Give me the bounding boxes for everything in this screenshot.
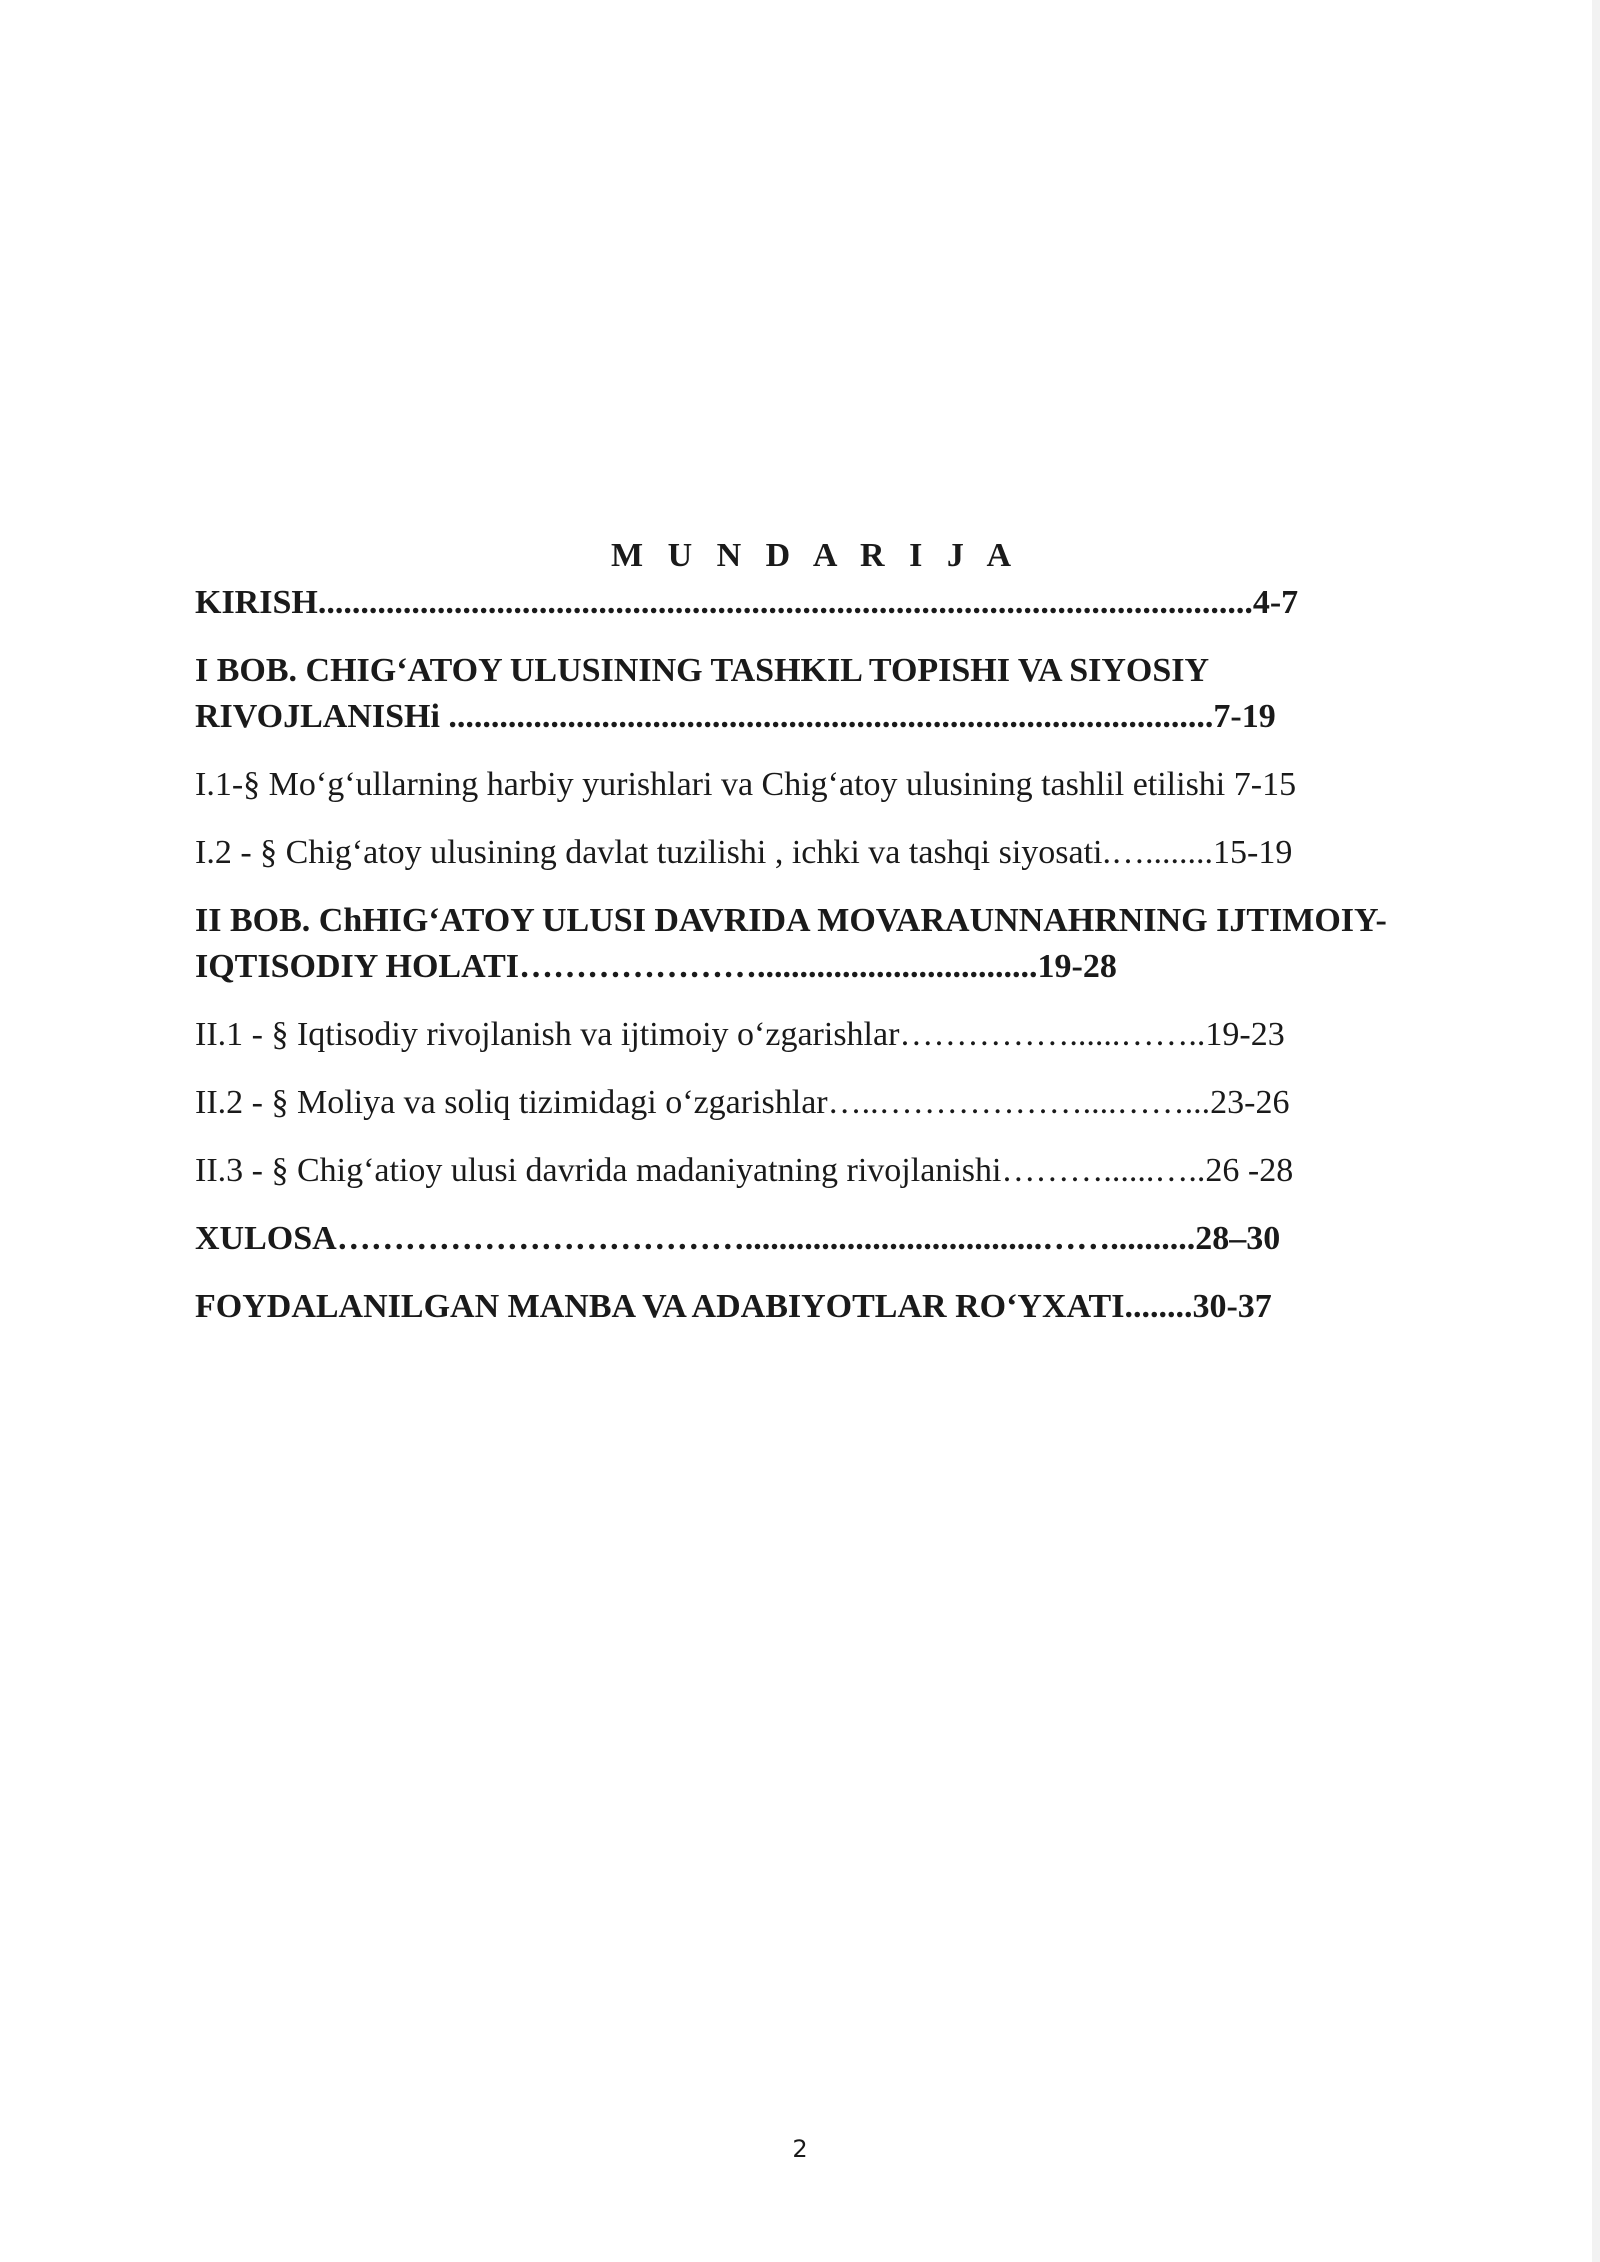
toc-entry-section-2-2[interactable]: II.2 - § Moliya va soliq tizimidagi o‘zgarishlar…..………………....……...23-26 <box>195 1084 1290 1121</box>
toc-entry-xulosa[interactable]: XULOSA………………………………...................................……..........28–30 <box>195 1220 1281 1257</box>
toc-entry-section-2-3[interactable]: II.3 - § Chig‘atioy ulusi davrida madaniyatning rivojlanishi………......…..26 -28 <box>195 1152 1294 1189</box>
table-of-contents <box>195 532 1405 1330</box>
toc-entry-section-1-1[interactable]: I.1-§ Mo‘g‘ullarning harbiy yurishlari va Chig‘atoy ulusining tashlil etilishi 7-15 <box>195 766 1297 803</box>
toc-entry-kirish[interactable]: KIRISH..............................................................................................................4-7 <box>195 584 1299 621</box>
toc-entry-section-2-1[interactable]: II.1 - § Iqtisodiy rivojlanish va ijtimoiy o‘zgarishlar……………......……..19-23 <box>195 1016 1285 1053</box>
toc-title: M U N D A R I J A <box>610 537 1020 574</box>
page-number: 2 <box>792 2135 808 2163</box>
toc-entry-bibliography[interactable]: FOYDALANILGAN MANBA VA ADABIYOTLAR RO‘YXATI........30-37 <box>195 1288 1272 1325</box>
toc-entry-chapter-2[interactable]: II BOB. ChHIG‘ATOY ULUSI DAVRIDA MOVARAUNNAHRNING IJTIMOIY-IQTISODIY HOLATI………………….................................19-28 <box>195 902 1387 985</box>
toc-entry-chapter-1[interactable]: I BOB. CHIG‘ATOY ULUSINING TASHKIL TOPISHI VA SIYOSIY RIVOJLANISHi ..........................................................................................7-19 <box>195 652 1276 735</box>
page-edge <box>1592 0 1600 2262</box>
toc-entry-section-1-2[interactable]: I.2 - § Chig‘atoy ulusining davlat tuzilishi , ichki va tashqi siyosati.…........15-19 <box>195 834 1293 871</box>
